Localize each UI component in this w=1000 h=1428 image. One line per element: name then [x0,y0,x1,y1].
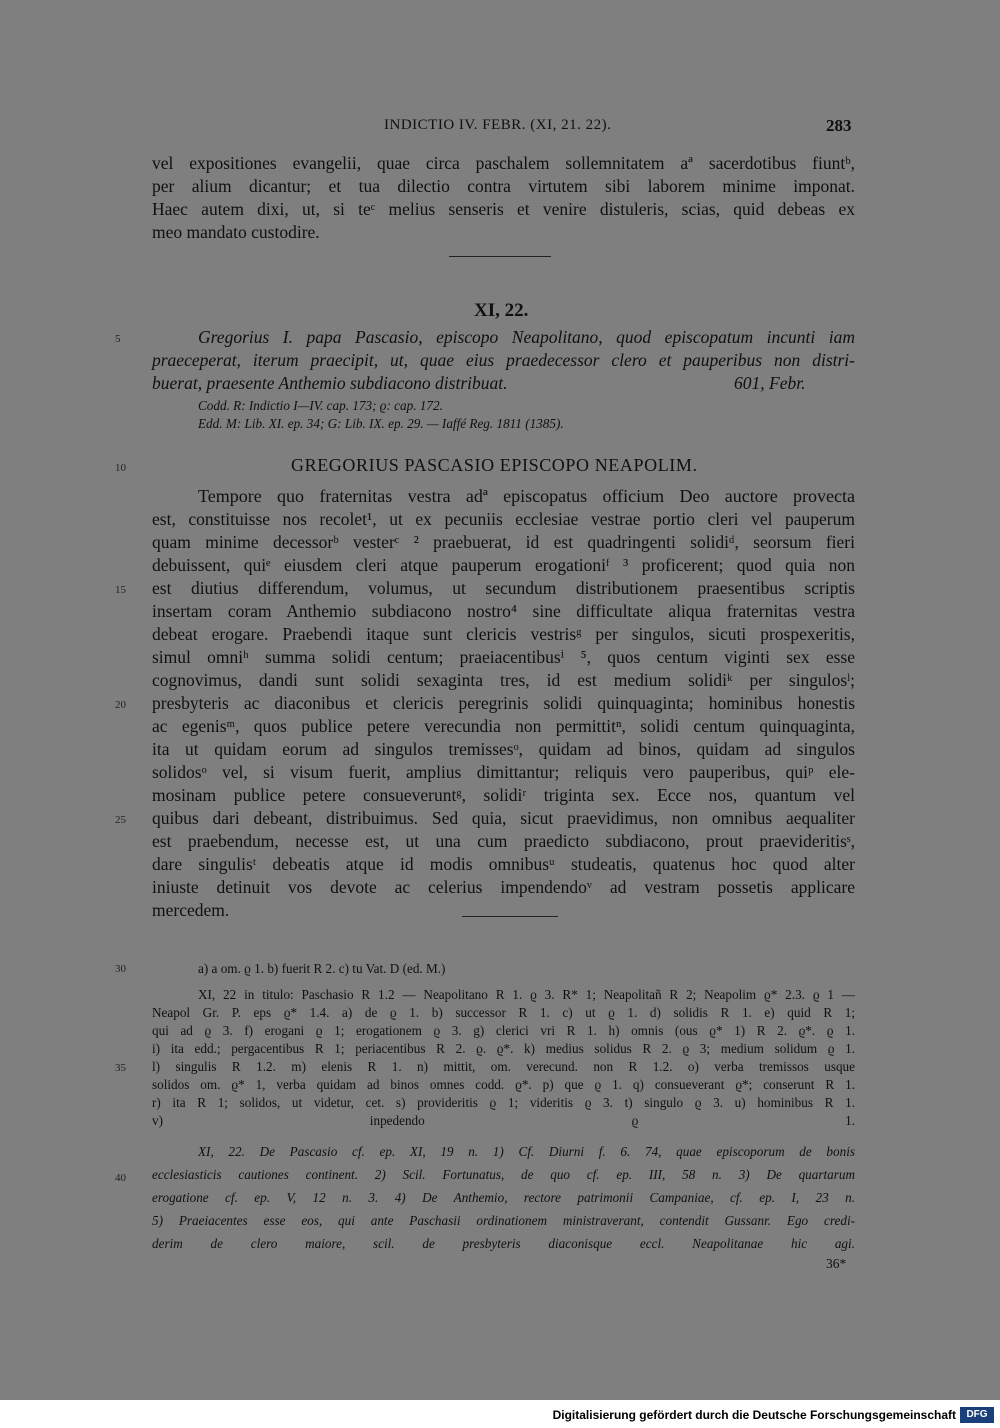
letter-text-line: est praebendum, necesse est, ut una cum praedicto subdiacono, prout praevideritisˢ, [152,831,855,851]
apparatus-line: r) ita R 1; solidos, ut videtur, cet. s) provideritis ϱ 1; videritis ϱ 3. t) singulo ϱ 3. u) hominibus R 1. [152,1095,855,1110]
editions-line: Edd. M: Lib. XI. ep. 34; G: Lib. IX. ep. 29. — Iaffé Reg. 1811 (1385). [198,416,564,431]
letter-text-line: est, constituisse nos recolet¹, ut ex pecuniis ecclesiae vestrae portio cleri vel pauperum [152,509,855,529]
letter-text-line: cognovimus, dandi sunt solidi sexaginta tres, id est medium solidiᵏ per singulosˡ; [152,670,855,690]
commentary-line: ecclesiasticis cautiones continent. 2) Scil. Fortunatus, de quo cf. ep. III, 58 n. 3) De quartarum [152,1167,855,1182]
salutation: GREGORIUS PASCASIO EPISCOPO NEAPOLIM. [291,455,698,475]
commentary-line: erogatione cf. ep. V, 12 n. 3. 4) De Anthemio, rectore patrimonii Campaniae, cf. ep. I, 23 n. [152,1190,855,1205]
apparatus-line: l) singulis R 1.2. m) elenis R 1. n) mittit, om. verecund. non R 1.2. o) verba tremissos usque [152,1059,855,1074]
apparatus-line: XI, 22 in titulo: Paschasio R 1.2 — Neapolitano R 1. ϱ 3. R* 1; Neapolitañ R 2; Neapolim ϱ* 2.3. ϱ 1 — [198,987,855,1002]
letter-text-line: quam minime decessorᵇ vesterᶜ ² praebuerat, id est quadringenti solidiᵈ, seorsum fieri [152,532,855,552]
line-number: 5 [115,333,121,345]
letter-number: XI, 22. [474,300,529,321]
text-end-divider [462,916,558,917]
apparatus-line: v) inpedendo ϱ 1. [152,1113,855,1128]
apparatus-line: i) ita edd.; pergacentibus R 1; periacentibus R 2. ϱ. ϱ*. k) medius solidus R 2. ϱ 3; medium solidum ϱ 1. [152,1041,855,1056]
commentary-line: 5) Praeiacentes esse eos, qui ante Paschasii ordinationem ministraverant, contendit Gussanr. Ego credi- [152,1213,855,1228]
summary-line: praeceperat, iterum praecipit, ut, quae eius praedecessor clero et pauperibus non distri- [152,350,855,370]
letter-text-line: mosinam publice petere consueveruntᵍ, solidiʳ triginta sex. Ecce nos, quantum vel [152,785,855,805]
line-number: 30 [115,963,126,975]
line-number: 35 [115,1062,126,1074]
summary-line: buerat, praesente Anthemio subdiacono distribuat. [152,373,508,393]
page-number: 283 [826,116,852,135]
letter-text-line: debuissent, quiᵉ eiusdem cleri atque pauperum erogationiᶠ ³ proficerent; quod quia non [152,555,855,575]
line-number: 25 [115,814,126,826]
sheet-signature: 36* [826,1256,847,1271]
apparatus-previous: a) a om. ϱ 1. b) fuerit R 2. c) tu Vat. D (ed. M.) [198,961,446,976]
commentary-line: derim de clero maiore, scil. de presbyteris diaconisque eccl. Neapolitanae hic agi. [152,1236,855,1251]
letter-text-line: dare singulisᵗ debeatis atque id modis omnibusᵘ studeatis, quatenus hoc quod alter [152,854,855,874]
letter-text-line: est diutius differendum, volumus, ut secundum distributionem praesentibus scriptis [152,578,855,598]
line-number: 10 [115,462,126,474]
top-text-line: Haec autem dixi, ut, si teᶜ melius senseris et venire distuleris, scias, quid debeas ex [152,199,855,219]
letter-text-line: solidosᵒ vel, si visum fuerit, amplius dimittantur; reliquis vero pauperibus, quiᵖ ele- [152,762,855,782]
footer-credit: Digitalisierung gefördert durch die Deutsche Forschungsgemeinschaft [552,1408,956,1422]
apparatus-line: qui ad ϱ 3. f) erogani ϱ 1; erogationem ϱ 3. g) clerici vri R 1. h) omnis (ous ϱ* 1) R 2. ϱ*. ϱ 1. [152,1023,855,1038]
letter-text-line: ac egenisᵐ, quos publice petere verecundia non permittitⁿ, solidi centum quinquaginta, [152,716,855,736]
summary-line: Gregorius I. papa Pascasio, episcopo Neapolitano, quod episcopatum incunti iam [198,327,855,347]
line-number: 15 [115,584,126,596]
running-title: INDICTIO IV. FEBR. (XI, 21. 22). [384,117,612,133]
letter-text-line: simul omniʰ summa solidi centum; praeiacentibusⁱ ⁵, quos centum viginti sex esse [152,647,855,667]
letter-text-line: quibus dari debeant, distribuimus. Sed quia, sicut praevidimus, non omnibus aequaliter [152,808,855,828]
letter-text-line: Tempore quo fraternitas vestra adª episcopatus officium Deo auctore provecta [198,486,855,506]
apparatus-line: solidos om. ϱ* 1, verba quidam ad binos omnes codd. ϱ*. p) que ϱ 1. q) consueverant ϱ*; conserunt R 1. [152,1077,855,1092]
dfg-logo: DFG [960,1407,994,1423]
line-number: 40 [115,1172,126,1184]
letter-text-line: presbyteris ac diaconibus et clericis peregrinis solidi quinquaginta; hominibus honestis [152,693,855,713]
codices-line: Codd. R: Indictio I—IV. cap. 173; ϱ: cap. 172. [198,398,443,413]
letter-text-line: mercedem. [152,900,230,920]
letter-text-line: iniuste detinuit vos devote ac celerius impendendoᵛ ad vestram possetis applicare [152,877,855,897]
letter-text-line: ita ut quidam eorum ad singulos tremissesᵒ, quidam ad binos, quidam ad singulos [152,739,855,759]
top-text-line: vel expositiones evangelii, quae circa paschalem sollemnitatem aª sacerdotibus fiuntᵇ, [152,153,855,173]
section-divider [449,256,551,257]
commentary-line: XI, 22. De Pascasio cf. ep. XI, 19 n. 1) Cf. Diurni f. 6. 74, quae episcoporum de bonis [198,1144,855,1159]
top-text-line: per alium dicantur; et tua dilectio contra virtutem sibi laborem minime imponat. [152,176,855,196]
top-text-line: meo mandato custodire. [152,222,320,242]
letter-text-line: debeat erogare. Praebendi itaque sunt clericis vestrisᵍ per singulos, sicuti prospexeritis, [152,624,855,644]
line-number: 20 [115,699,126,711]
letter-text-line: insertam coram Anthemio subdiacono nostro⁴ sine difficultate aliqua fraternitas vestra [152,601,855,621]
apparatus-line: Neapol Gr. P. eps ϱ* 1.4. a) de ϱ 1. b) successor R 1. c) ut ϱ 1. d) solidis R 1. e) quid R 1; [152,1005,855,1020]
letter-date: 601, Febr. [734,373,806,393]
